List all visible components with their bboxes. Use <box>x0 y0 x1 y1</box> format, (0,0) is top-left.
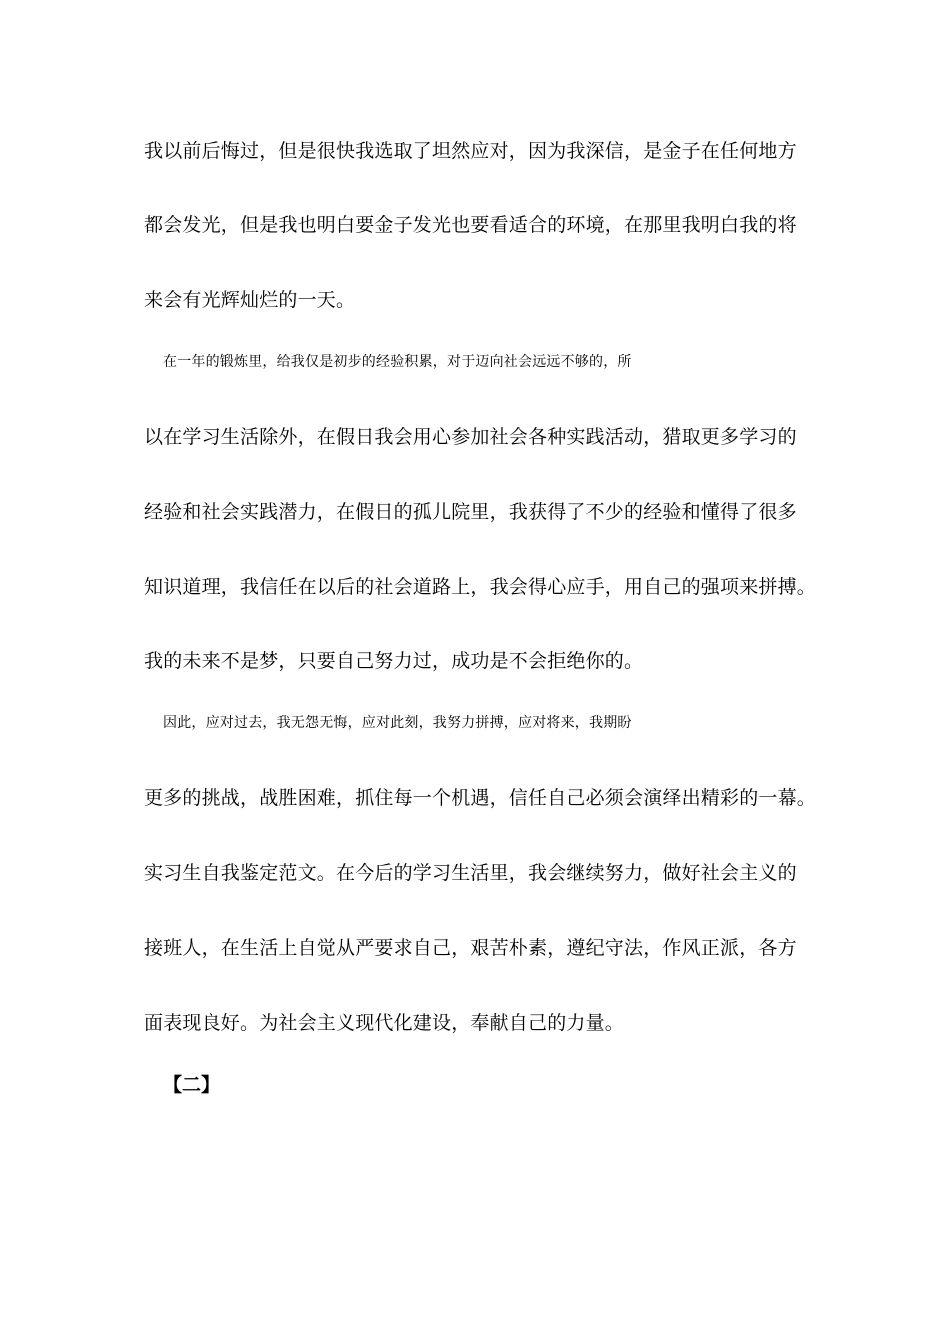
text-line: 接班人，在生活上自觉从严要求自己，艰苦朴素，遵纪守法，作风正派，各方 <box>144 937 797 959</box>
section-heading: 【二】 <box>163 1074 221 1096</box>
text-line: 在一年的锻炼里，给我仅是初步的经验积累，对于迈向社会远远不够的，所 <box>163 354 632 370</box>
text-line: 我以前后悔过，但是很快我选取了坦然应对，因为我深信，是金子在任何地方 <box>144 140 797 162</box>
text-line: 面表现良好。为社会主义现代化建设，奉献自己的力量。 <box>144 1012 625 1034</box>
text-line: 知识道理，我信任在以后的社会道路上，我会得心应手，用自己的强项来拼搏。 <box>144 576 817 598</box>
text-line: 我的未来不是梦，只要自己努力过，成功是不会拒绝你的。 <box>144 650 644 672</box>
text-line: 因此，应对过去，我无怨无悔，应对此刻，我努力拼搏，应对将来，我期盼 <box>163 715 632 731</box>
text-line: 更多的挑战，战胜困难，抓住每一个机遇，信任自己必须会演绎出精彩的一幕。 <box>144 787 817 809</box>
text-line: 实习生自我鉴定范文。在今后的学习生活里，我会继续努力，做好社会主义的 <box>144 862 797 884</box>
text-line: 以在学习生活除外，在假日我会用心参加社会各种实践活动，猎取更多学习的 <box>144 426 797 448</box>
text-line: 来会有光辉灿烂的一天。 <box>144 289 356 311</box>
text-line: 经验和社会实践潜力，在假日的孤儿院里，我获得了不少的经验和懂得了很多 <box>144 501 797 523</box>
text-line: 都会发光，但是我也明白要金子发光也要看适合的环境，在那里我明白我的将 <box>144 214 797 236</box>
